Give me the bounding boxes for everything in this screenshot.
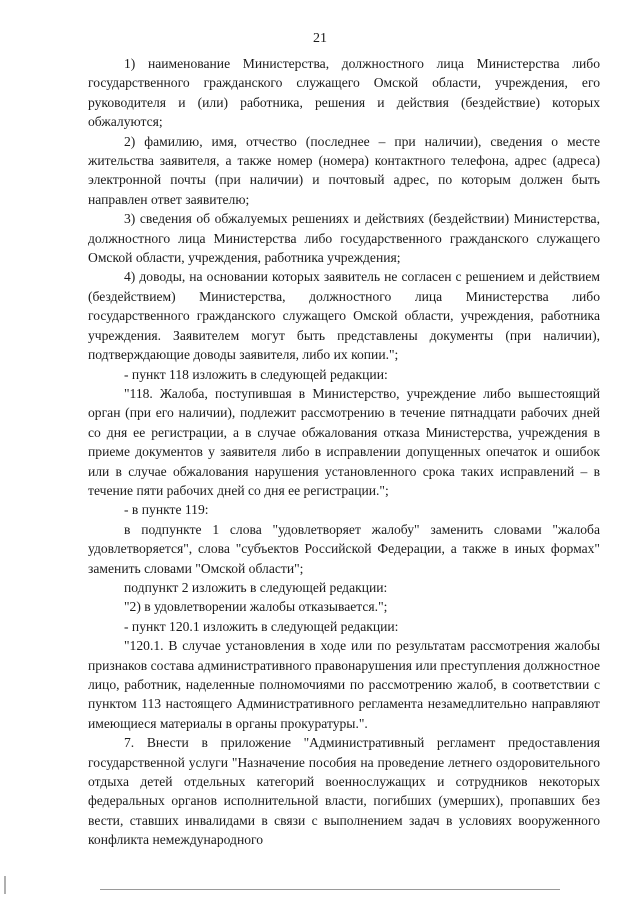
document-body <box>88 54 600 850</box>
paragraph-13: 7. Внести в приложение "Административный регламент предоставления государственной услуги "Назначение пособия на проведение летнего оздоровительного отдыха детей отдельных категорий военнослужащих и сотрудников некоторых федеральных органов исполнительной власти, погибших (умерших), пропавших без вести, ставших инвалидами в связи с выполнением задач в условиях вооруженного конфликта немеждународного <box>88 735 600 848</box>
page-number: 21 <box>313 31 327 46</box>
paragraph-5: - пункт 118 изложить в следующей редакции: <box>124 366 388 382</box>
paragraph-12: "120.1. В случае установления в ходе или по результатам рассмотрения жалобы признаков состава административного правонарушения или преступления должностное лицо, работник, наделенные полномочиями по рассмотрению жалоб, в соответствии с пунктом 113 настоящего Административного регламента незамедлительно направляют имеющиеся материалы в органы прокуратуры.". <box>88 638 600 731</box>
paragraph-8: в подпункте 1 слова "удовлетворяет жалобу" заменить словами "жалоба удовлетворяется", слова "субъектов Российской Федерации, а также в иных формах" заменить словами "Омской области"; <box>88 521 600 576</box>
paragraph-3: 3) сведения об обжалуемых решениях и действиях (бездействии) Министерства, должностного лица Министерства либо государственного гражданского служащего Омской области, учреждения, работника учреждения; <box>88 211 600 266</box>
paragraph-2: 2) фамилию, имя, отчество (последнее – при наличии), сведения о месте жительства заявителя, а также номер (номера) контактного телефона, адрес (адреса) электронной почты (при наличии) и почтовый адрес, по которым должен быть направлен ответ заявителю; <box>88 133 600 207</box>
paragraph-11: - пункт 120.1 изложить в следующей редакции: <box>124 618 399 634</box>
paragraph-7: - в пункте 119: <box>124 502 209 518</box>
paragraph-1: 1) наименование Министерства, должностного лица Министерства либо государственного гражданского служащего Омской области, учреждения, его руководителя и (или) работника, решения и действия (бездействие) которых обжалуются; <box>88 56 600 130</box>
scan-margin-mark <box>4 876 6 894</box>
paragraph-9: подпункт 2 изложить в следующей редакции: <box>124 579 388 595</box>
bottom-rule <box>100 889 560 890</box>
paragraph-4: 4) доводы, на основании которых заявитель не согласен с решением и действием (бездействием) Министерства, должностного лица Министерства либо государственного гражданского служащего Омской области, учреждения, работника учреждения. Заявителем могут быть представлены документы (при наличии), подтверждающие доводы заявителя, либо их копии."; <box>88 269 600 363</box>
paragraph-6: "118. Жалоба, поступившая в Министерство, учреждение либо вышестоящий орган (при его наличии), подлежит рассмотрению в течение пятнадцати рабочих дней со дня ее регистрации, а в случае обжалования отказа Министерства, учреждения в приеме документов у заявителя либо в исправлении допущенных опечаток и ошибок или в случае обжалования нарушения установленного срока таких исправлений – в течение пяти рабочих дней со дня ее регистрации."; <box>88 385 600 498</box>
paragraph-10: "2) в удовлетворении жалобы отказывается."; <box>124 599 388 615</box>
